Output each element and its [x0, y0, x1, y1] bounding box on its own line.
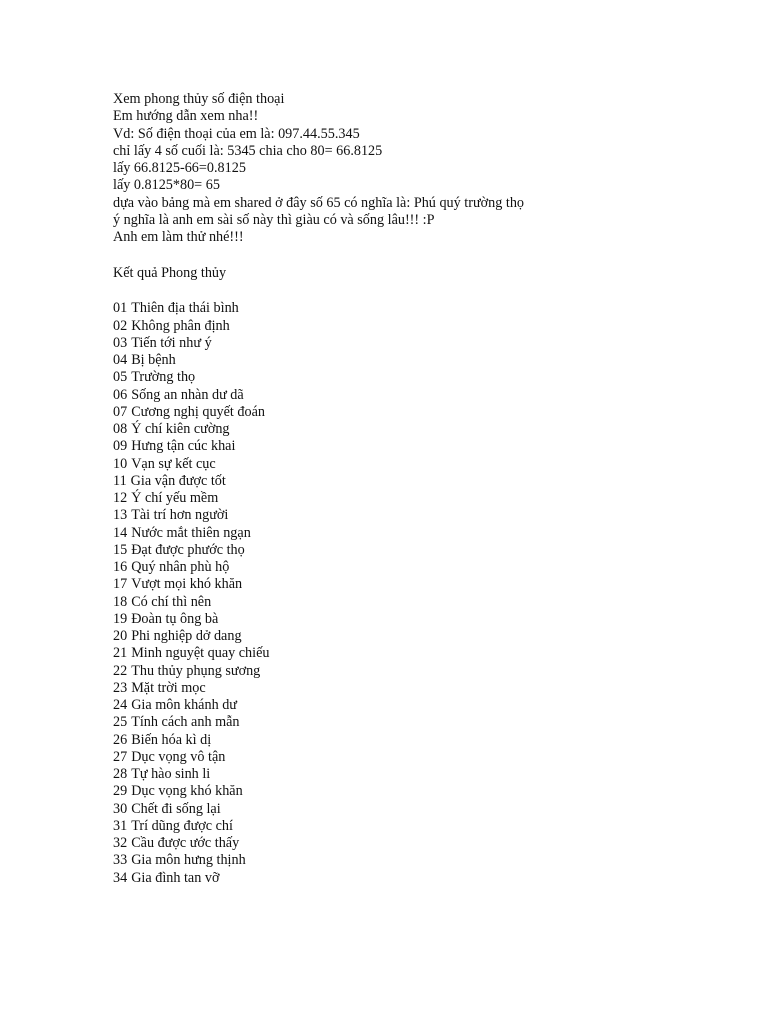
result-text: Đoàn tụ ông bà — [131, 610, 219, 627]
result-item — [113, 852, 733, 869]
result-text: Chết đi sống lại — [131, 800, 221, 817]
intro-step-1: chỉ lấy 4 số cuối là: 5345 chia cho 80= 66.8125 — [113, 142, 383, 159]
intro-meaning-explained: ý nghĩa là anh em sài số này thì giàu có và sống lâu!!! :P — [113, 212, 435, 229]
result-item — [113, 335, 733, 352]
result-number: 17 — [113, 576, 128, 593]
result-number: 14 — [113, 524, 128, 541]
result-text: Vượt mọi khó khăn — [131, 576, 243, 593]
result-number: 18 — [113, 593, 128, 610]
result-number: 13 — [113, 507, 128, 524]
intro-meaning: dựa vào bảng mà em shared ở đây số 65 có nghĩa là: Phú quý trường thọ — [113, 194, 525, 211]
result-item — [113, 404, 733, 421]
result-text: Thu thủy phụng sương — [131, 662, 261, 679]
result-item — [113, 438, 733, 455]
result-number: 27 — [113, 748, 128, 765]
result-number: 29 — [113, 783, 128, 800]
result-item — [113, 507, 733, 524]
result-number: 26 — [113, 731, 128, 748]
intro-step-3: lấy 0.8125*80= 65 — [113, 177, 220, 194]
result-text: Vạn sự kết cục — [131, 455, 216, 472]
intro-closing: Anh em làm thử nhé!!! — [113, 229, 244, 246]
result-number: 11 — [113, 472, 127, 489]
intro-title: Xem phong thủy số điện thoại — [113, 91, 285, 107]
result-item — [113, 473, 733, 490]
result-number: 12 — [113, 490, 128, 507]
result-text: Cương nghị quyết đoán — [131, 403, 265, 420]
result-item — [113, 300, 733, 317]
intro-line: Em hướng dẫn xem nha!! — [113, 108, 259, 125]
result-item — [113, 318, 733, 335]
result-item — [113, 732, 733, 749]
result-text: Trí dũng được chí — [131, 817, 233, 834]
result-number: 33 — [113, 852, 128, 869]
result-number: 28 — [113, 766, 128, 783]
result-number: 06 — [113, 386, 128, 403]
result-item — [113, 352, 733, 369]
result-item — [113, 835, 733, 852]
result-text: Gia đình tan vỡ — [131, 869, 220, 886]
result-text: Mặt trời mọc — [131, 679, 206, 696]
result-number: 09 — [113, 438, 128, 455]
result-item — [113, 749, 733, 766]
result-item — [113, 628, 733, 645]
result-text: Dục vọng khó khăn — [131, 783, 243, 800]
result-item — [113, 387, 733, 404]
result-text: Biến hóa kì dị — [131, 731, 212, 748]
result-item — [113, 525, 733, 542]
result-text: Minh nguyệt quay chiếu — [131, 645, 270, 662]
intro-step-2: lấy 66.8125-66=0.8125 — [113, 160, 246, 177]
result-item — [113, 663, 733, 680]
result-item — [113, 766, 733, 783]
result-number: 04 — [113, 352, 128, 369]
result-text: Gia vận được tốt — [130, 472, 226, 489]
result-item — [113, 421, 733, 438]
result-item — [113, 576, 733, 593]
result-number: 19 — [113, 610, 128, 627]
result-item — [113, 611, 733, 628]
result-item — [113, 697, 733, 714]
result-text: Quý nhân phù hộ — [131, 559, 230, 576]
result-number: 34 — [113, 869, 128, 886]
result-number: 30 — [113, 800, 128, 817]
result-number: 03 — [113, 334, 128, 351]
result-number: 32 — [113, 835, 128, 852]
result-number: 16 — [113, 559, 128, 576]
result-number: 21 — [113, 645, 128, 662]
intro-example: Vd: Số điện thoại của em là: 097.44.55.345 — [113, 125, 360, 142]
result-item — [113, 559, 733, 576]
result-number: 07 — [113, 403, 128, 420]
result-text: Thiên địa thái bình — [131, 300, 239, 317]
result-text: Cầu được ước thấy — [131, 835, 240, 852]
result-text: Hưng tận cúc khai — [131, 438, 236, 455]
result-text: Đạt được phước thọ — [131, 541, 245, 558]
result-number: 05 — [113, 369, 128, 386]
result-item — [113, 369, 733, 386]
result-number: 01 — [113, 300, 128, 317]
intro-block — [113, 91, 733, 247]
result-item — [113, 594, 733, 611]
result-item — [113, 456, 733, 473]
result-text: Phi nghiệp dở dang — [131, 628, 242, 645]
result-text: Gia môn khánh dư — [131, 697, 237, 714]
result-text: Gia môn hưng thịnh — [131, 852, 246, 869]
result-item — [113, 870, 733, 887]
result-number: 22 — [113, 662, 128, 679]
result-item — [113, 490, 733, 507]
result-text: Tài trí hơn người — [131, 507, 229, 524]
result-number: 10 — [113, 455, 128, 472]
result-text: Nước mắt thiên ngạn — [131, 524, 251, 541]
result-text: Sống an nhàn dư dã — [131, 386, 244, 403]
document-page — [113, 91, 733, 901]
result-item — [113, 818, 733, 835]
result-text: Ý chí kiên cường — [131, 421, 230, 438]
result-text: Trường thọ — [131, 369, 196, 386]
result-item — [113, 783, 733, 800]
result-text: Bị bệnh — [131, 352, 176, 369]
result-item — [113, 680, 733, 697]
result-number: 15 — [113, 541, 128, 558]
result-item — [113, 801, 733, 818]
results-list — [113, 300, 733, 887]
result-text: Có chí thì nên — [131, 593, 212, 610]
result-item — [113, 542, 733, 559]
result-text: Tính cách anh mẫn — [131, 714, 240, 731]
result-number: 08 — [113, 421, 128, 438]
result-number: 20 — [113, 628, 128, 645]
result-item — [113, 714, 733, 731]
result-number: 31 — [113, 817, 128, 834]
result-number: 23 — [113, 679, 128, 696]
result-item — [113, 645, 733, 662]
result-number: 02 — [113, 317, 128, 334]
result-text: Không phân định — [131, 317, 230, 334]
result-text: Dục vọng vô tận — [131, 748, 226, 765]
result-text: Tự hào sinh li — [131, 766, 211, 783]
result-number: 24 — [113, 697, 128, 714]
section-title: Kết quả Phong thủy — [113, 264, 227, 281]
result-text: Tiến tới như ý — [131, 334, 212, 351]
result-number: 25 — [113, 714, 128, 731]
result-text: Ý chí yếu mềm — [131, 490, 219, 507]
